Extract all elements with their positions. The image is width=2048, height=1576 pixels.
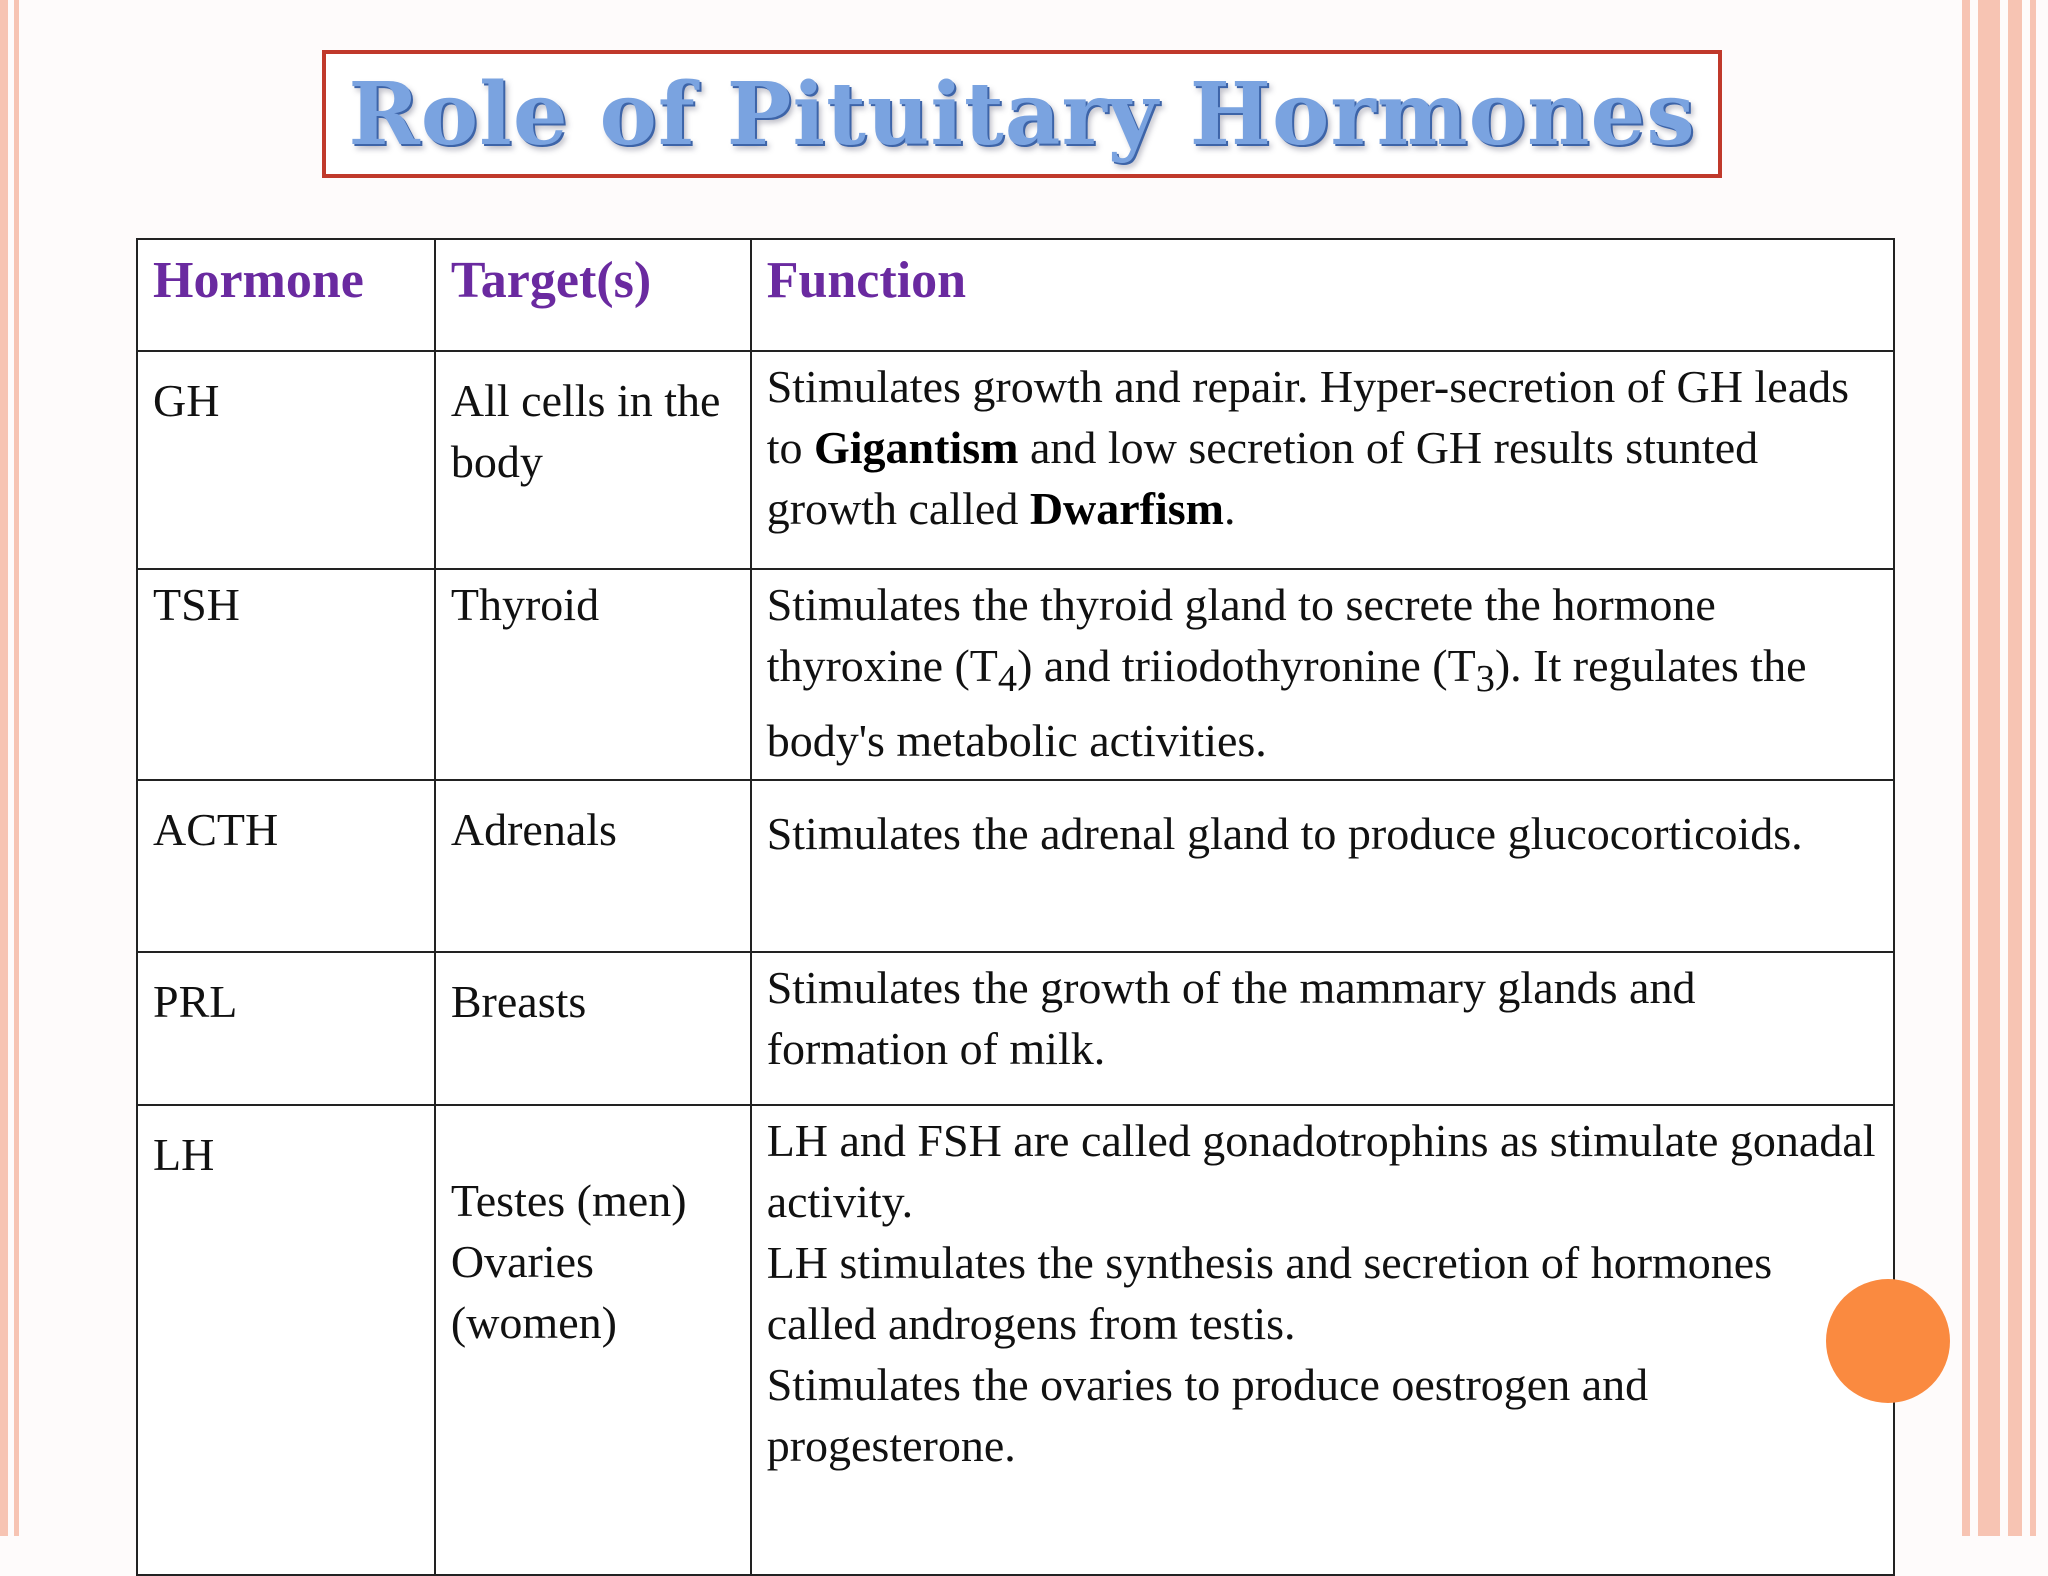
bold-term-dwarfism: Dwarfism [1029, 483, 1225, 534]
target-cell [435, 1105, 751, 1575]
target-line: Ovaries [450, 1236, 594, 1288]
hormone-cell: ACTH [137, 780, 435, 952]
function-text: . [1224, 483, 1236, 534]
hormone-cell: TSH [137, 569, 435, 780]
target-cell: Adrenals [435, 780, 751, 952]
left-border-stripe [0, 0, 8, 1536]
slide-title: Role of Pituitary Hormones [348, 63, 1696, 165]
title-box [322, 50, 1722, 178]
target-line: Testes (men) [450, 1175, 687, 1227]
target-cell: Breasts [435, 952, 751, 1105]
bold-term-gigantism: Gigantism [813, 422, 1019, 473]
function-cell: Stimulates the adrenal gland to produce glucocorticoids. [751, 780, 1894, 952]
header-function: Function [751, 239, 1894, 351]
function-line: LH and FSH are called gonadotrophins as stimulate gonadal activity. [766, 1115, 1876, 1228]
header-targets: Target(s) [435, 239, 751, 351]
hormone-cell: LH [137, 1105, 435, 1575]
table-row [137, 351, 1894, 569]
function-cell [751, 351, 1894, 569]
function-text: ) and triiodothyronine (T [1017, 640, 1476, 691]
right-border-stripe-outer [2008, 0, 2022, 1536]
function-cell [751, 569, 1894, 780]
right-border-stripe-edge [2030, 0, 2036, 1536]
function-text: ). It regulates the body's metabolic activities. [766, 640, 1807, 767]
subscript-3: 3 [1475, 658, 1495, 701]
function-text: Stimulates the thyroid gland to secrete the hormone thyroxine (T [766, 579, 1716, 691]
header-hormone: Hormone [137, 239, 435, 351]
hormone-table [136, 238, 1895, 1576]
subscript-4: 4 [997, 658, 1018, 701]
function-cell: Stimulates the growth of the mammary glands and formation of milk. [751, 952, 1894, 1105]
function-line: LH stimulates the synthesis and secretion of hormones called androgens from testis. [766, 1237, 1773, 1350]
function-line: Stimulates the ovaries to produce oestrogen and progesterone. [766, 1359, 1649, 1472]
table-row [137, 569, 1894, 780]
orange-circle-decoration [1826, 1279, 1950, 1403]
target-line: (women) [450, 1297, 617, 1349]
table-row [137, 780, 1894, 952]
table-row [137, 952, 1894, 1105]
target-cell: All cells in the body [435, 351, 751, 569]
function-cell [751, 1105, 1894, 1575]
hormone-cell: GH [137, 351, 435, 569]
left-border-stripe-thin [14, 0, 19, 1536]
function-text: and low secretion of GH results stunted growth called [766, 422, 1759, 534]
table-row [137, 1105, 1894, 1575]
right-border-stripe-wide [1978, 0, 2000, 1536]
hormone-cell: PRL [137, 952, 435, 1105]
target-cell: Thyroid [435, 569, 751, 780]
right-border-stripe [1962, 0, 1970, 1536]
table-header-row [137, 239, 1894, 351]
function-text: Stimulates growth and repair. Hyper-secretion of GH leads to [766, 361, 1850, 473]
